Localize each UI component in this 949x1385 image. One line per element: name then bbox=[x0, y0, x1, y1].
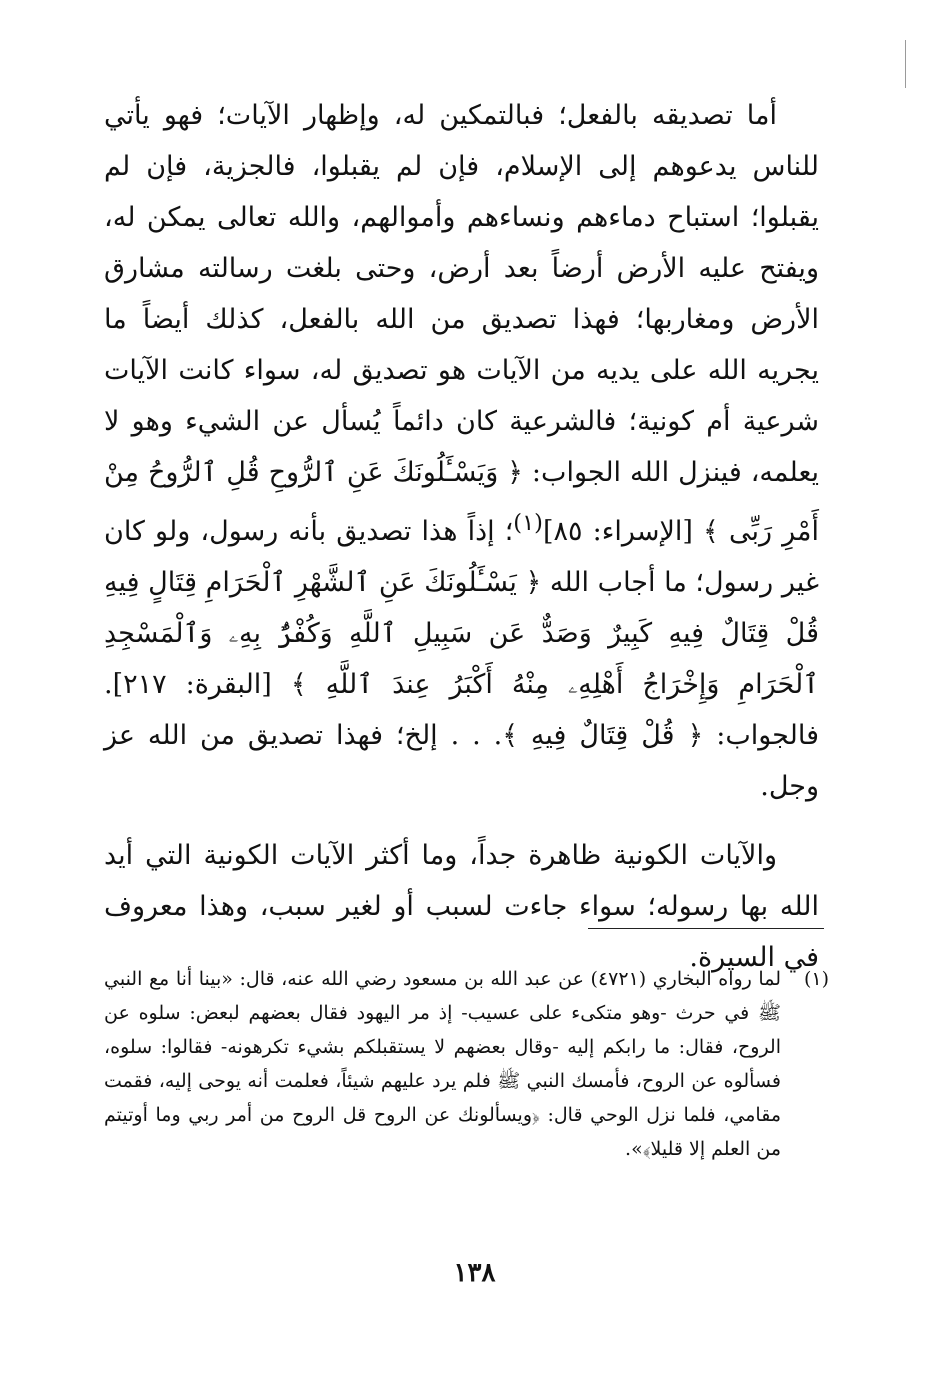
paragraph-1-text-e: . . . إلخ؛ فهذا تصديق من الله عز وجل. bbox=[104, 720, 819, 802]
footnote bbox=[104, 962, 829, 1166]
footnote-reference[interactable]: (١) bbox=[513, 510, 543, 536]
paragraph-1-text-d: [البقرة: ٢١٧]. فالجواب: bbox=[104, 669, 819, 751]
quran-verse-3: ﴿ قُلْ قِتَالٌ فِيهِ ﴾ bbox=[502, 720, 704, 751]
footnote-number: (١) bbox=[803, 968, 829, 990]
paragraph-2: والآيات الكونية ظاهرة جداً، وما أكثر الآيات الكونية التي أيد الله بها رسوله؛ سواء جاءت لسبب أو لغير سبب، وهذا معروف في السيرة. bbox=[104, 840, 819, 973]
quran-verse-2: ﴿ يَسْـَٔلُونَكَ عَنِ ٱلشَّهْرِ ٱلْحَرَامِ قِتَالٍ فِيهِ قُلْ قِتَالٌ فِيهِ كَبِيرٌ وَصَدٌّ عَن سَبِيلِ ٱللَّهِ وَكُفْرٌۢ بِهِۦ وَٱلْمَسْجِدِ ٱلْحَرَامِ وَإِخْرَاجُ أَهْلِهِۦ مِنْهُ أَكْبَرُ عِندَ ٱللَّهِ ﴾ bbox=[104, 567, 819, 700]
page-number: ١٣٨ bbox=[453, 1258, 496, 1288]
paragraph-1-text-c: ؛ إذاً هذا تصديق بأنه رسول، ولو كان غير رسول؛ ما أجاب الله bbox=[104, 516, 819, 598]
footnote-text: لما رواه البخاري (٤٧٢١) عن عبد الله بن مسعود رضي الله عنه، قال: «بينا أنا مع النبي ﷺ في حرث -وهو متكىء على عسيب- إذ مر اليهود فقال بعضهم لبعض: سلوه عن الروح، فقال: ما رابكم إليه -وقال بعضهم لا يستقبلكم بشيء تكرهونه- فقالوا: سلوه، فسألوه عن الروح، فأمسك النبي ﷺ فلم يرد عليهم شيئاً، فعلمت أنه يوحى إليه، فقمت مقامي، فلما نزل الوحي قال: ﴿ويسألونك عن الروح قل الروح من أمر ربي وما أوتيتم من العلم إلا قليلا﴾». bbox=[104, 968, 781, 1160]
footnote-separator bbox=[588, 928, 824, 929]
edge-mark bbox=[905, 40, 906, 88]
paragraph-1 bbox=[104, 90, 819, 812]
quran-verse-1: ﴿ وَيَسْـَٔلُونَكَ عَنِ ٱلرُّوحِ قُلِ ٱلرُّوحُ مِنْ أَمْرِ رَبِّى ﴾ bbox=[104, 457, 819, 547]
paragraph-1-text-a: أما تصديقه بالفعل؛ فبالتمكين له، وإظهار الآيات؛ فهو يأتي للناس يدعوهم إلى الإسلام، فإن لم يقبلوا، فالجزية، فإن لم يقبلوا؛ استباح دماءهم ونساءهم وأموالهم، والله تعالى يمكن له، ويفتح عليه الأرض أرضاً بعد أرض، وحتى بلغت رسالته مشارق الأرض ومغاربها؛ فهذا تصديق من الله بالفعل، كذلك أيضاً ما يجريه الله على يديه من الآيات هو تصديق له، سواء كانت الآيات شرعية أم كونية؛ فالشرعية كان دائماً يُسأل عن الشيء وهو لا يعلمه، فينزل الله الجواب: bbox=[104, 100, 819, 488]
main-text bbox=[104, 90, 819, 983]
paragraph-1-text-b: [الإسراء: ٨٥] bbox=[542, 516, 704, 547]
